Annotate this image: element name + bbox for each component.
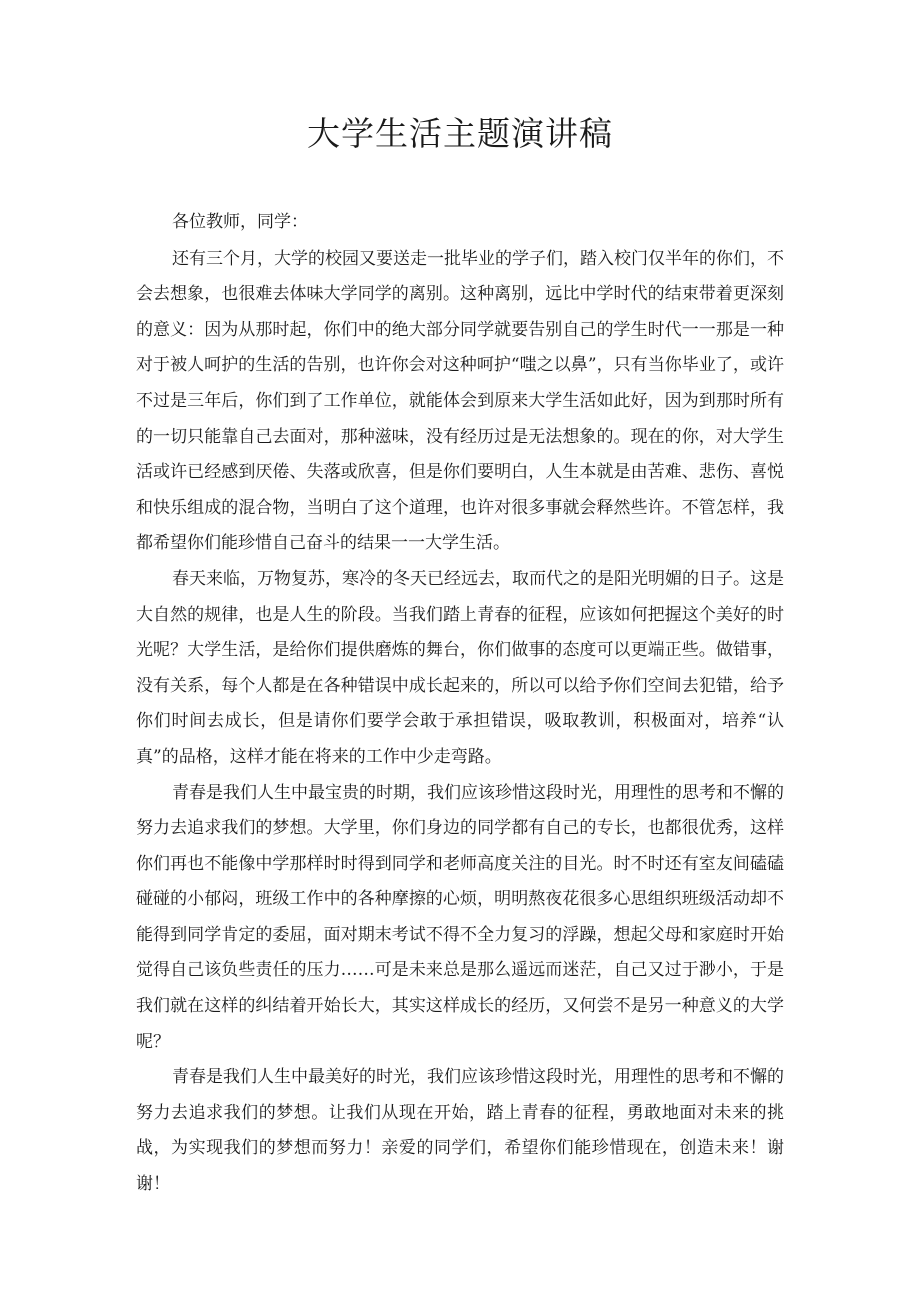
- document-title: 大学生活主题演讲稿: [307, 114, 613, 153]
- paragraph-3: 青春是我们人生中最宝贵的时期，我们应该珍惜这段时光，用理性的思考和不懈的努力去追求我们的梦想。大学里，你们身边的同学都有自己的专长，也都很优秀，这样你们再也不能像中学那样时时得到同学和老师高度关注的目光。时不时还有室友间磕磕碰碰的小郁闷，班级工作中的各种摩擦的心烦，明明熬夜花很多心思组织班级活动却不能得到同学肯定的委屈，面对期末考试不得不全力复习的浮躁，想起父母和家庭时开始觉得自己该负些责任的压力……可是未来总是那么遥远而迷茫，自己又过于渺小，于是我们就在这样的纠结着开始长大，其实这样成长的经历，又何尝不是另一种意义的大学呢？: [136, 782, 784, 1052]
- paragraph-4: 青春是我们人生中最美好的时光，我们应该珍惜这段时光，用理性的思考和不懈的努力去追求我们的梦想。让我们从现在开始，踏上青春的征程，勇敢地面对未来的挑战，为实现我们的梦想而努力！亲爱的同学们，希望你们能珍惜现在，创造未来！谢谢！: [136, 1067, 784, 1195]
- speech-body: [136, 205, 784, 1203]
- paragraph-1: 还有三个月，大学的校园又要送走一批毕业的学子们，踏入校门仅半年的你们，不会去想象，也很难去体味大学同学的离别。这种离别，远比中学时代的结束带着更深刻的意义：因为从那时起，你们中的绝大部分同学就要告别自己的学生时代一一那是一种对于被人呵护的生活的告别，也许你会对这种呵护“嗤之以鼻”，只有当你毕业了，或许不过是三年后，你们到了工作单位，就能体会到原来大学生活如此好，因为到那时所有的一切只能靠自己去面对，那种滋味，没有经历过是无法想象的。现在的你，对大学生活或许已经感到厌倦、失落或欣喜，但是你们要明白，人生本就是由苦难、悲伤、喜悦和快乐组成的混合物，当明白了这个道理，也许对很多事就会释然些许。不管怎样，我都希望你们能珍惜自己奋斗的结果一一大学生活。: [136, 248, 784, 554]
- greeting-line: 各位教师，同学：: [172, 212, 308, 232]
- paragraph-2: 春天来临，万物复苏，寒冷的冬天已经远去，取而代之的是阳光明媚的日子。这是大自然的规律，也是人生的阶段。当我们踏上青春的征程，应该如何把握这个美好的时光呢？大学生活，是给你们提供磨炼的舞台，你们做事的态度可以更端正些。做错事，没有关系，每个人都是在各种错误中成长起来的，所以可以给予你们空间去犯错，给予你们时间去成长，但是请你们要学会敢于承担错误，吸取教训，积极面对，培养“认真”的品格，这样才能在将来的工作中少走弯路。: [136, 568, 784, 767]
